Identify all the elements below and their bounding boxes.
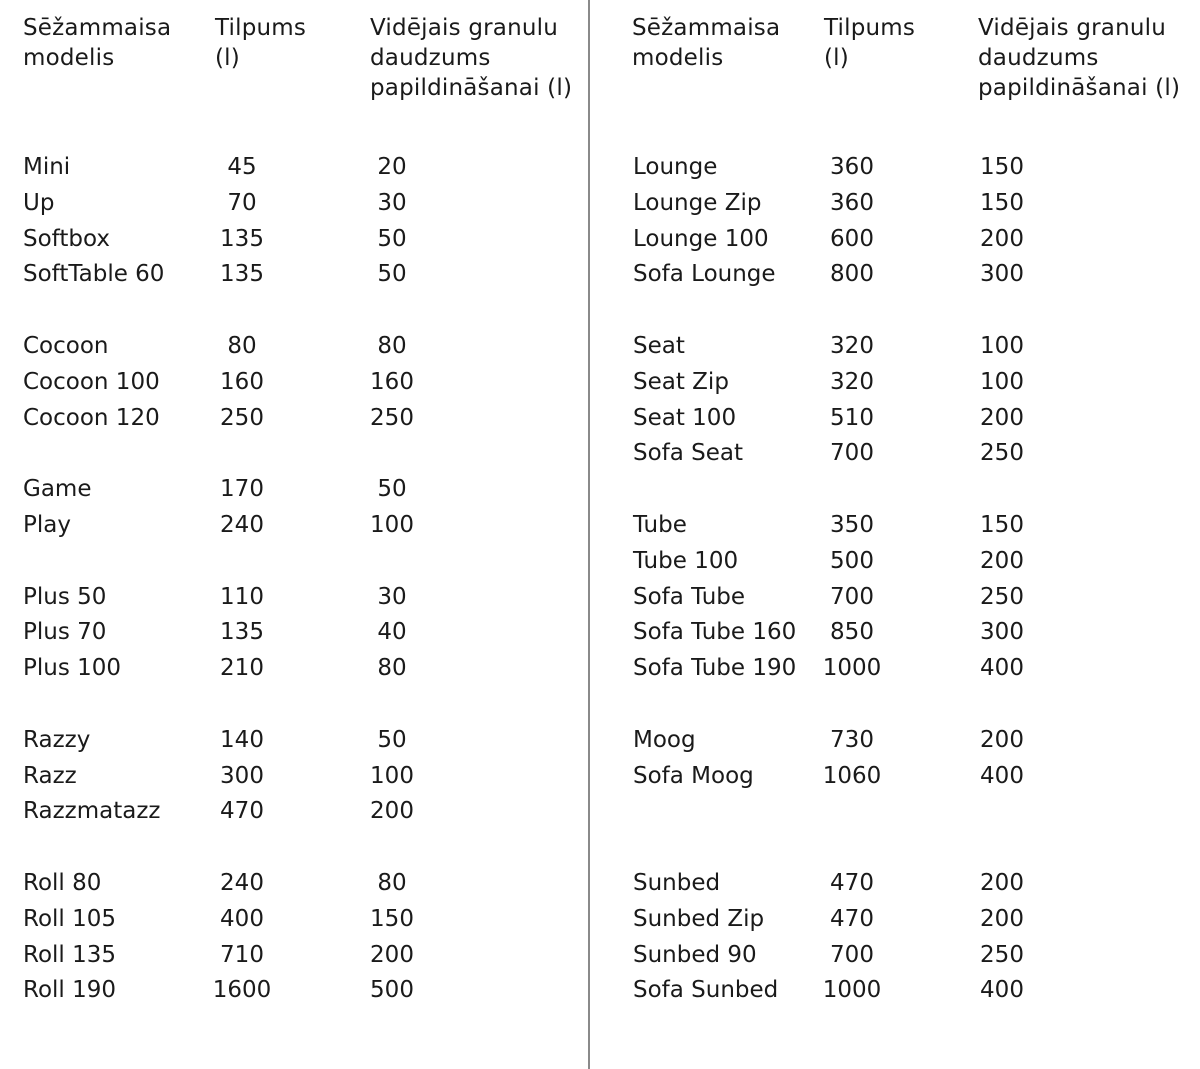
table-row: [610, 508, 1190, 544]
table-row: [0, 580, 580, 616]
table-row: [0, 651, 580, 687]
volume-cell: 470: [830, 869, 874, 896]
header-volume: Tilpums (l): [824, 15, 916, 71]
volume-cell: 850: [830, 619, 874, 646]
refill-cell: 100: [980, 332, 1024, 359]
table-row: [610, 257, 1190, 293]
table-row: [0, 759, 580, 795]
volume-cell: 1600: [212, 977, 272, 1004]
refill-cell: 150: [370, 905, 414, 932]
header-model: Sēžammaisa modelis: [23, 15, 172, 71]
table-row: [610, 544, 1190, 580]
right-table-body: [610, 150, 1190, 1045]
table-row: [0, 866, 580, 902]
model-cell: Sofa Lounge: [633, 261, 776, 288]
model-cell: Play: [23, 511, 71, 538]
refill-cell: 80: [377, 332, 407, 359]
refill-cell: 200: [980, 726, 1024, 753]
model-cell: Softbox: [23, 225, 110, 252]
table-row: [610, 329, 1190, 365]
refill-cell: 150: [980, 189, 1024, 216]
table-row: [0, 472, 580, 508]
volume-cell: 360: [830, 189, 874, 216]
refill-cell: 50: [377, 476, 407, 503]
model-cell: Game: [23, 476, 92, 503]
volume-cell: 400: [220, 905, 264, 932]
model-cell: Sofa Moog: [633, 762, 754, 789]
table-row: [0, 222, 580, 258]
row-group: [610, 866, 1190, 1009]
header-refill: Vidējais granulu daudzums papildināšanai (l): [978, 15, 1181, 101]
column-divider: [588, 0, 590, 1069]
model-cell: Roll 190: [23, 977, 117, 1004]
refill-cell: 40: [377, 619, 407, 646]
refill-cell: 200: [980, 905, 1024, 932]
model-cell: Sunbed 90: [633, 941, 757, 968]
refill-cell: 200: [980, 547, 1024, 574]
refill-cell: 100: [370, 511, 414, 538]
volume-cell: 250: [220, 404, 264, 431]
volume-cell: 470: [830, 905, 874, 932]
volume-cell: 800: [830, 261, 874, 288]
volume-cell: 300: [220, 762, 264, 789]
volume-cell: 135: [220, 261, 264, 288]
model-cell: Sofa Sunbed: [633, 977, 779, 1004]
model-cell: Plus 50: [23, 583, 107, 610]
refill-cell: 500: [370, 977, 414, 1004]
model-cell: Sofa Tube 160: [633, 619, 797, 646]
table-row: [0, 723, 580, 759]
table-row: [0, 938, 580, 974]
table-row: [610, 866, 1190, 902]
row-group: [610, 723, 1190, 795]
refill-cell: 30: [377, 583, 407, 610]
table-row: [610, 580, 1190, 616]
refill-cell: 200: [370, 798, 414, 825]
table-row: [610, 222, 1190, 258]
table-row: [0, 615, 580, 651]
volume-cell: 135: [220, 619, 264, 646]
volume-cell: 710: [220, 941, 264, 968]
model-cell: Plus 100: [23, 655, 122, 682]
model-cell: Moog: [633, 726, 696, 753]
row-group: [610, 508, 1190, 687]
volume-cell: 70: [227, 189, 257, 216]
volume-cell: 700: [830, 440, 874, 467]
model-cell: Up: [23, 189, 55, 216]
volume-cell: 240: [220, 869, 264, 896]
model-cell: Mini: [23, 154, 71, 180]
model-cell: Plus 70: [23, 619, 107, 646]
table-row: [0, 186, 580, 222]
refill-cell: 400: [980, 977, 1024, 1004]
volume-cell: 700: [830, 941, 874, 968]
volume-cell: 1000: [822, 655, 882, 682]
refill-cell: 100: [980, 368, 1024, 395]
model-cell: Tube 100: [633, 547, 739, 574]
refill-cell: 300: [980, 261, 1024, 288]
table-row: [0, 150, 580, 186]
model-cell: Cocoon 120: [23, 404, 160, 431]
row-group: [0, 580, 580, 687]
table-row: [0, 973, 580, 1009]
model-cell: Roll 105: [23, 905, 117, 932]
volume-cell: 320: [830, 332, 874, 359]
model-cell: Tube: [633, 511, 687, 538]
volume-cell: 1000: [822, 977, 882, 1004]
refill-cell: 200: [370, 941, 414, 968]
row-group: [610, 150, 1190, 293]
volume-cell: 470: [220, 798, 264, 825]
left-table: [0, 0, 580, 1069]
model-cell: Seat: [633, 332, 685, 359]
refill-cell: 160: [370, 368, 414, 395]
table-row: [0, 257, 580, 293]
refill-cell: 400: [980, 655, 1024, 682]
volume-cell: 360: [830, 154, 874, 180]
left-table-body: [0, 150, 580, 1045]
model-cell: Sunbed: [633, 869, 721, 896]
refill-cell: 20: [377, 154, 407, 180]
model-cell: Razz: [23, 762, 77, 789]
table-row: [610, 651, 1190, 687]
refill-cell: 80: [377, 869, 407, 896]
volume-cell: 500: [830, 547, 874, 574]
volume-cell: 135: [220, 225, 264, 252]
refill-cell: 400: [980, 762, 1024, 789]
refill-cell: 50: [377, 726, 407, 753]
volume-cell: 700: [830, 583, 874, 610]
table-row: [0, 794, 580, 830]
volume-cell: 45: [227, 154, 257, 180]
table-row: [610, 150, 1190, 186]
table-row: [610, 973, 1190, 1009]
right-table: [610, 0, 1190, 1069]
volume-cell: 160: [220, 368, 264, 395]
refill-cell: 250: [980, 440, 1024, 467]
model-cell: Sofa Tube: [633, 583, 746, 610]
model-cell: Roll 135: [23, 941, 117, 968]
table-row: [610, 615, 1190, 651]
refill-cell: 150: [980, 511, 1024, 538]
volume-cell: 730: [830, 726, 874, 753]
volume-cell: 210: [220, 655, 264, 682]
refill-cell: 250: [980, 583, 1024, 610]
refill-cell: 200: [980, 404, 1024, 431]
table-row: [0, 902, 580, 938]
volume-cell: 600: [830, 225, 874, 252]
table-row: [0, 401, 580, 437]
model-cell: SoftTable 60: [23, 261, 165, 288]
refill-cell: 250: [980, 941, 1024, 968]
table-row: [0, 329, 580, 365]
table-row: [610, 759, 1190, 795]
model-cell: Sofa Tube 190: [633, 655, 797, 682]
model-cell: Seat Zip: [633, 368, 729, 395]
table-row: [610, 436, 1190, 472]
row-group: [0, 472, 580, 544]
table-row: [610, 723, 1190, 759]
volume-cell: 240: [220, 511, 264, 538]
model-cell: Lounge 100: [633, 225, 769, 252]
volume-cell: 320: [830, 368, 874, 395]
header-refill: Vidējais granulu daudzums papildināšanai (l): [370, 15, 573, 101]
row-group: [0, 866, 580, 1009]
refill-cell: 250: [370, 404, 414, 431]
table-row: [0, 365, 580, 401]
refill-cell: 100: [370, 762, 414, 789]
refill-cell: 80: [377, 655, 407, 682]
header-model: Sēžammaisa modelis: [632, 15, 781, 71]
refill-cell: 200: [980, 225, 1024, 252]
header-volume: Tilpums (l): [215, 15, 307, 71]
refill-cell: 300: [980, 619, 1024, 646]
volume-cell: 80: [227, 332, 257, 359]
volume-cell: 110: [220, 583, 264, 610]
row-group: [610, 329, 1190, 472]
table-row: [610, 401, 1190, 437]
volume-cell: 170: [220, 476, 264, 503]
model-cell: Roll 80: [23, 869, 102, 896]
table-row: [610, 186, 1190, 222]
table-row: [0, 508, 580, 544]
row-group: [0, 150, 580, 293]
model-cell: Razzmatazz: [23, 798, 161, 825]
model-cell: Sunbed Zip: [633, 905, 765, 932]
model-cell: Lounge Zip: [633, 189, 762, 216]
row-group: [0, 723, 580, 830]
model-cell: Cocoon 100: [23, 368, 160, 395]
refill-cell: 30: [377, 189, 407, 216]
model-cell: Seat 100: [633, 404, 737, 431]
volume-cell: 1060: [822, 762, 882, 789]
row-group: [0, 329, 580, 436]
table-row: [610, 902, 1190, 938]
refill-cell: 50: [377, 261, 407, 288]
refill-cell: 200: [980, 869, 1024, 896]
table-row: [610, 938, 1190, 974]
model-cell: Lounge: [633, 154, 718, 180]
refill-cell: 150: [980, 154, 1024, 180]
table-row: [610, 365, 1190, 401]
volume-cell: 350: [830, 511, 874, 538]
refill-cell: 50: [377, 225, 407, 252]
model-cell: Razzy: [23, 726, 91, 753]
model-cell: Sofa Seat: [633, 440, 744, 467]
volume-cell: 510: [830, 404, 874, 431]
model-cell: Cocoon: [23, 332, 109, 359]
volume-cell: 140: [220, 726, 264, 753]
